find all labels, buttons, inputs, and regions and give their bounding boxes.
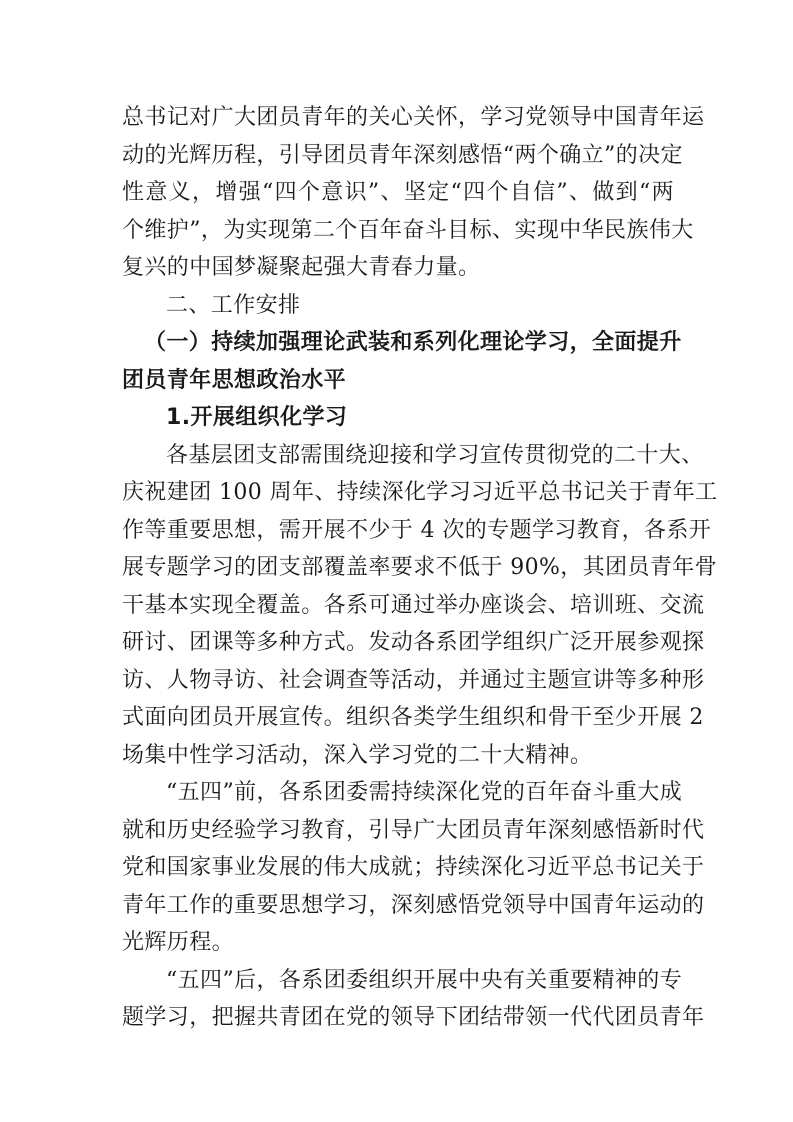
text-line: “五四”前，各系团委需持续深化党的百年奋斗重大成 [166, 780, 683, 805]
paragraph-2 [122, 437, 718, 775]
item-heading: 1.开展组织化学习 [166, 405, 348, 430]
text-line: 青年工作的重要思想学习，深刻感悟党领导中国青年运动的 [122, 892, 705, 918]
section-heading: 二、工作安排 [166, 292, 301, 318]
text-line: 就和历史经验学习教育，引导广大团员青年深刻感悟新时代 [122, 817, 705, 843]
paragraph-3 [122, 774, 705, 962]
text-line: 复兴的中国梦凝聚起强大青春力量。 [122, 255, 481, 280]
text-line: 题学习，把握共青团在党的领导下团结带领一代代团员青年 [122, 1005, 705, 1030]
subsection-heading [122, 324, 682, 399]
text-line: 展专题学习的团支部覆盖率要求不低于 90%，其团员青年骨 [122, 555, 718, 580]
text-line: 研讨、团课等多种方式。发动各系团学组织广泛开展参观探 [122, 630, 705, 655]
text-line: 光辉历程。 [122, 930, 235, 955]
subsection-heading-line: （一）持续加强理论武装和系列化理论学习，全面提升 [144, 330, 682, 355]
subsection-heading-line: 团员青年思想政治水平 [122, 367, 347, 393]
text-line: “五四”后，各系团委组织开展中央有关重要精神的专 [166, 967, 683, 993]
text-line: 性意义，增强“四个意识”、坚定“四个自信”、做到“两 [122, 180, 674, 205]
paragraph-1 [122, 99, 705, 287]
text-line: 动的光辉历程，引导团员青年深刻感悟“两个确立”的决定 [122, 142, 683, 168]
text-line: 访、人物寻访、社会调查等活动，并通过主题宣讲等多种形 [122, 667, 705, 693]
text-line: 庆祝建团 100 周年、持续深化学习习近平总书记关于青年工 [122, 480, 718, 505]
text-line: 干基本实现全覆盖。各系可通过举办座谈会、培训班、交流 [122, 592, 705, 618]
text-line: 各基层团支部需围绕迎接和学习宣传贯彻党的二十大、 [166, 442, 704, 468]
text-line: 式面向团员开展宣传。组织各类学生组织和骨干至少开展 2 [122, 705, 704, 730]
paragraph-4 [122, 962, 705, 1037]
text-line: 个维护”，为实现第二个百年奋斗目标、实现中华民族伟大 [122, 217, 694, 243]
text-line: 总书记对广大团员青年的关心关怀，学习党领导中国青年运 [122, 105, 705, 130]
text-line: 党和国家事业发展的伟大成就；持续深化习近平总书记关于 [122, 855, 705, 880]
text-line: 场集中性学习活动，深入学习党的二十大精神。 [122, 742, 593, 768]
document-body [122, 99, 718, 1037]
text-line: 作等重要思想，需开展不少于 4 次的专题学习教育，各系开 [122, 517, 712, 543]
